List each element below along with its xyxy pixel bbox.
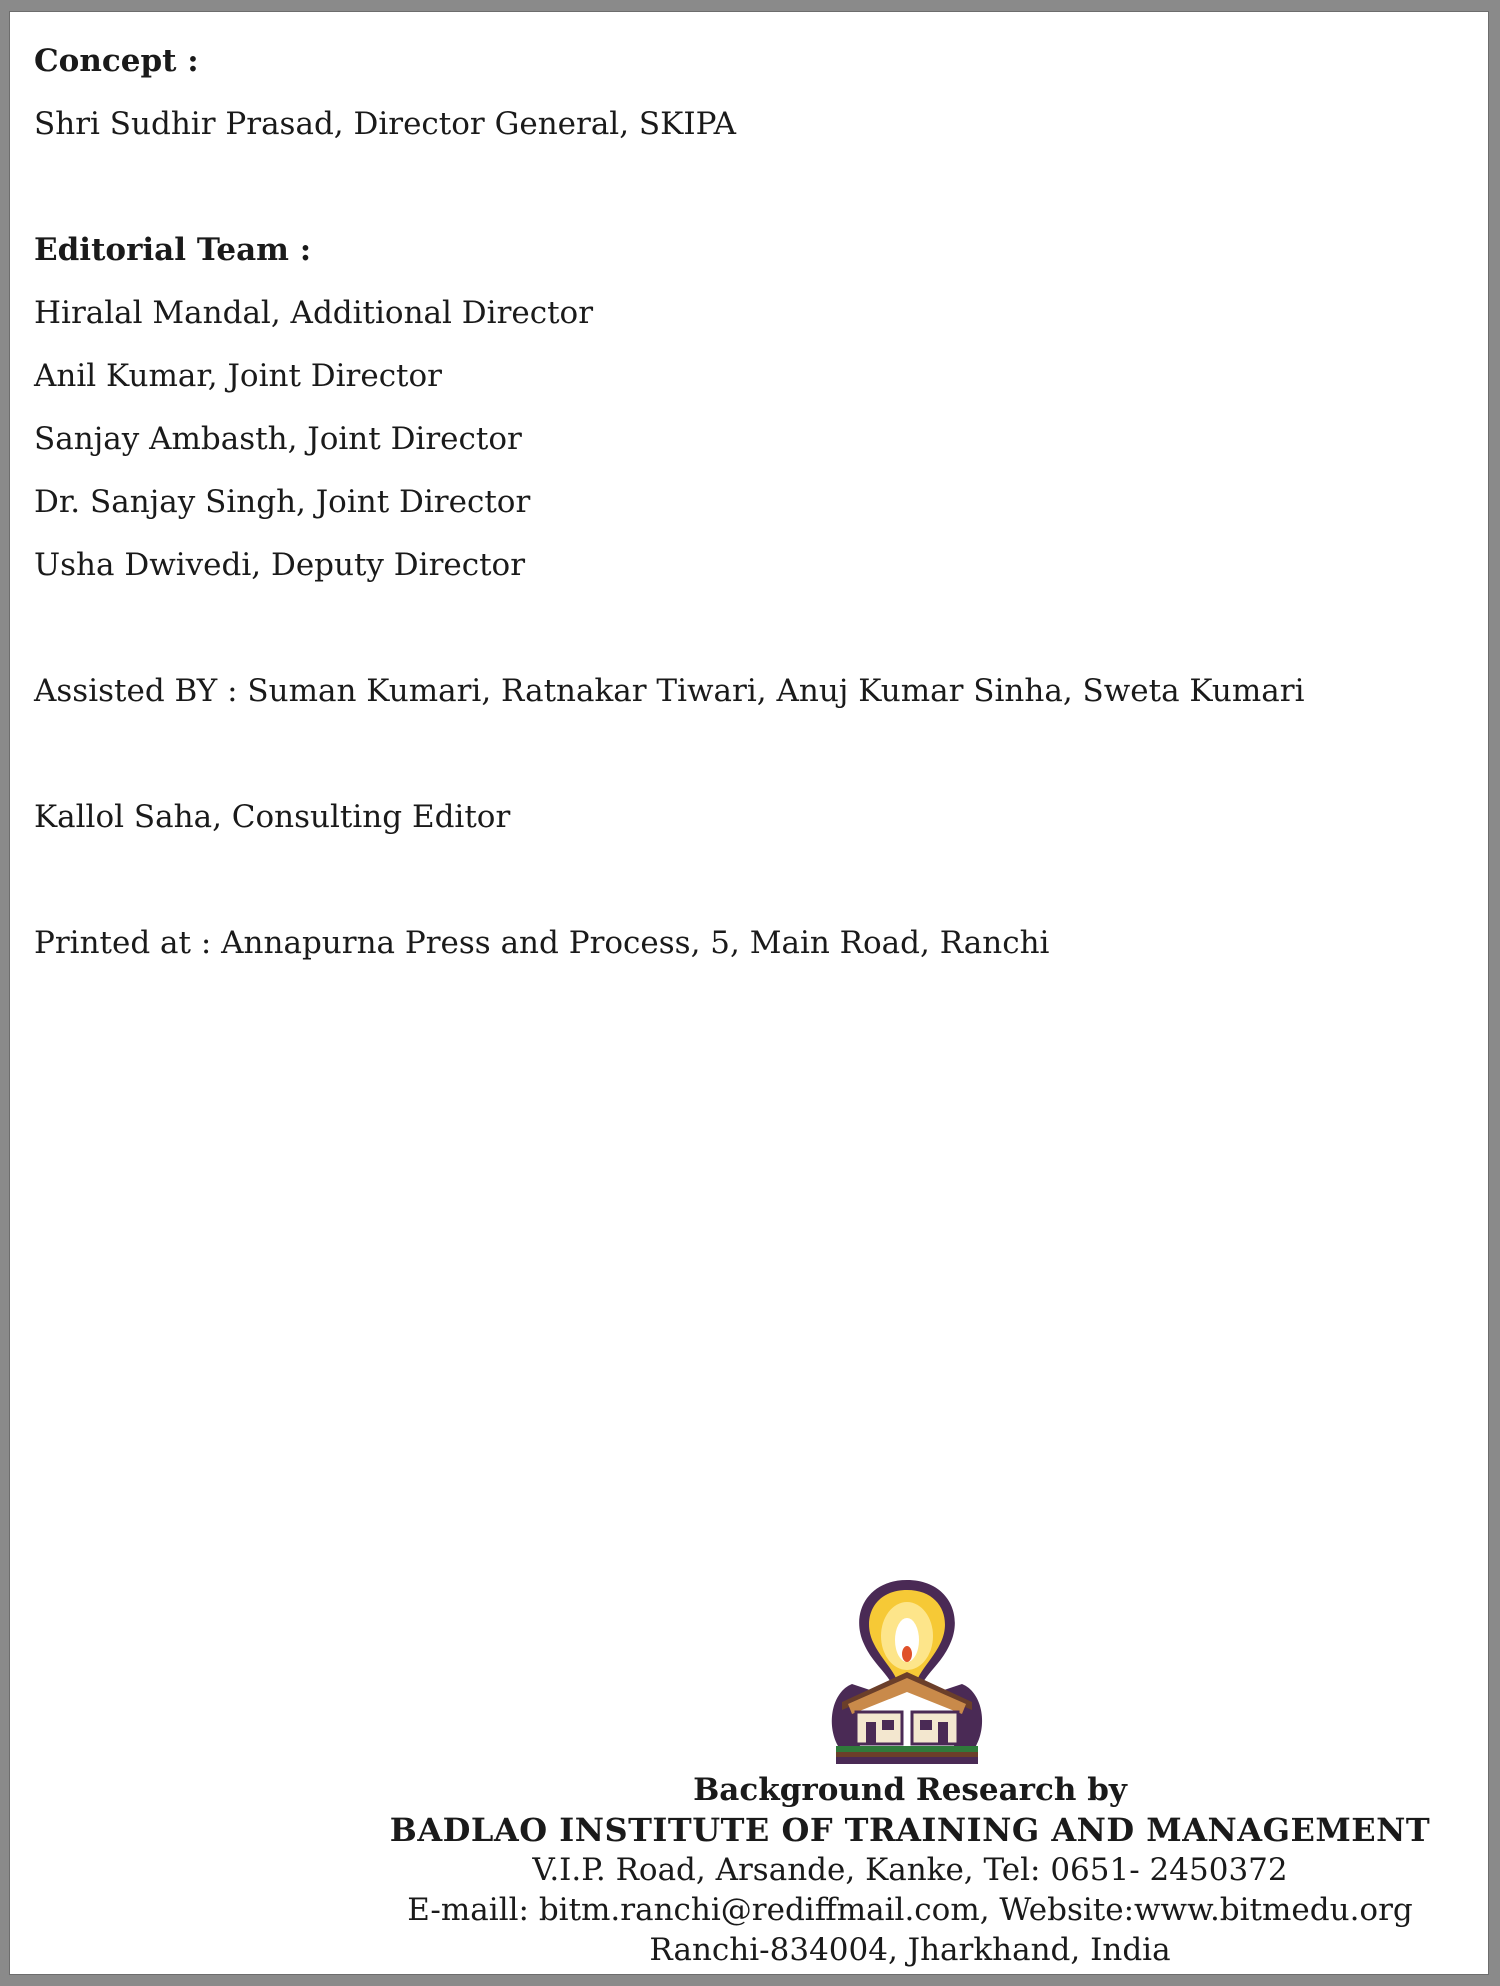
spacer — [34, 597, 1454, 660]
editorial-member: Hiralal Mandal, Additional Director — [34, 295, 594, 331]
city-line: Ranchi-834004, Jharkhand, India — [649, 1932, 1171, 1968]
editorial-member: Sanjay Ambasth, Joint Director — [34, 421, 522, 457]
credits-section — [34, 30, 1454, 975]
concept-heading: Concept : — [34, 43, 199, 79]
editorial-heading: Editorial Team : — [34, 232, 312, 268]
address-line: V.I.P. Road, Arsande, Kanke, Tel: 0651- 2450372 — [532, 1852, 1288, 1888]
editorial-member: Dr. Sanjay Singh, Joint Director — [34, 484, 531, 520]
spacer — [34, 156, 1454, 219]
concept-line: Shri Sudhir Prasad, Director General, SKIPA — [34, 106, 736, 142]
organization-name: BADLAO INSTITUTE OF TRAINING AND MANAGEMENT — [389, 1811, 1431, 1849]
editorial-member: Usha Dwivedi, Deputy Director — [34, 547, 526, 583]
spacer — [34, 723, 1454, 786]
background-research-line: Background Research by — [693, 1772, 1127, 1808]
footer-block — [350, 1770, 1470, 1970]
spacer — [34, 849, 1454, 912]
contact-line: E-maill: bitm.ranchi@rediffmail.com, Website:www.bitmedu.org — [407, 1892, 1413, 1928]
editorial-member: Anil Kumar, Joint Director — [34, 358, 442, 394]
document-page — [10, 12, 1488, 1974]
printed-at-line: Printed at : Annapurna Press and Process, 5, Main Road, Ranchi — [34, 925, 1050, 961]
institute-logo-icon — [812, 1574, 1002, 1769]
assisted-by-line: Assisted BY : Suman Kumari, Ratnakar Tiwari, Anuj Kumar Sinha, Sweta Kumari — [34, 673, 1305, 709]
consulting-editor-line: Kallol Saha, Consulting Editor — [34, 799, 511, 835]
